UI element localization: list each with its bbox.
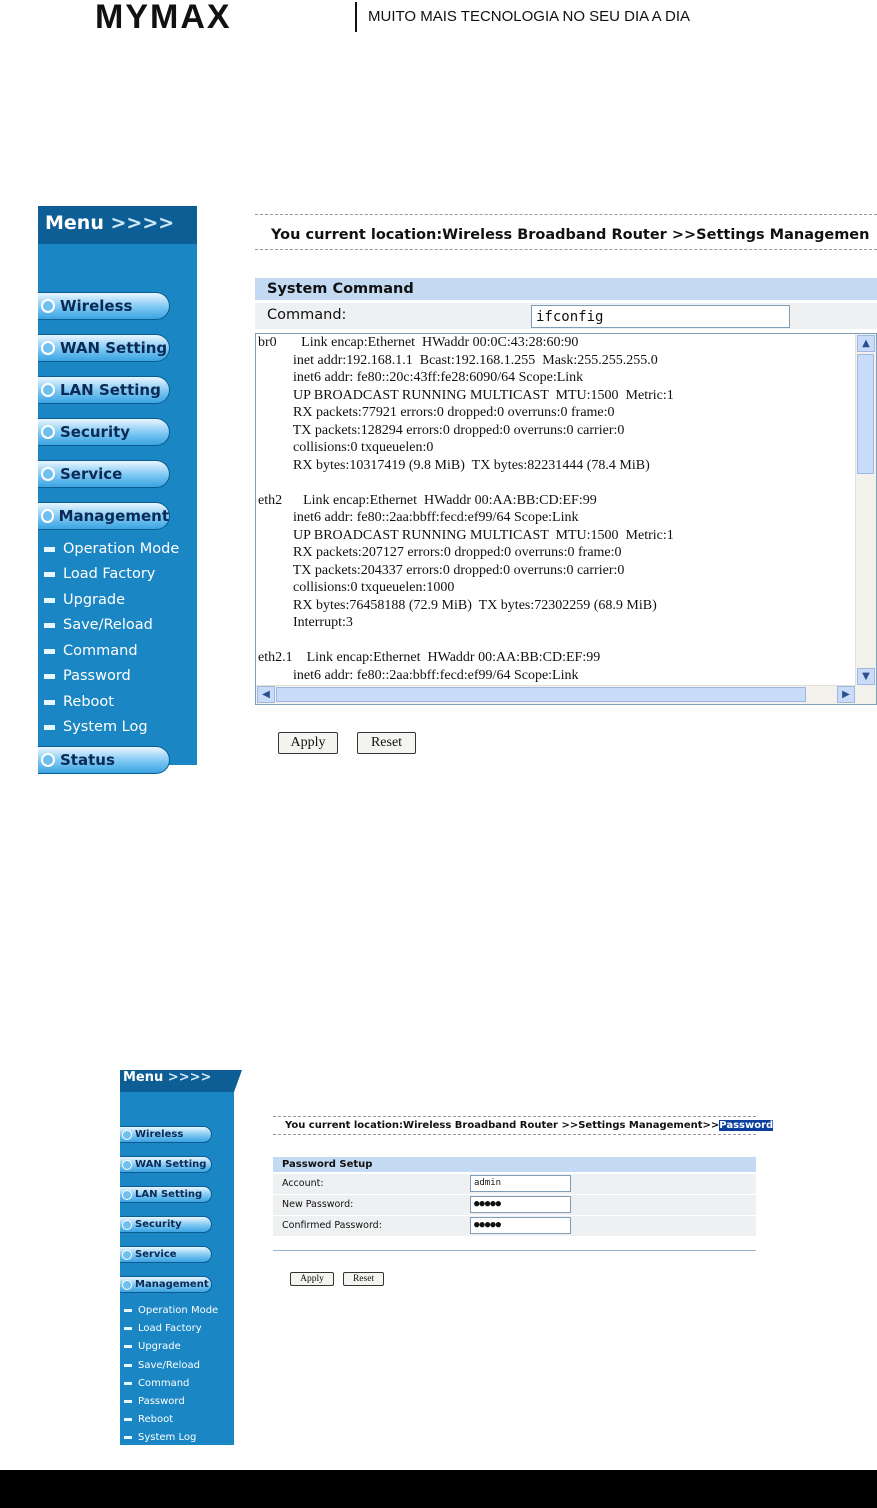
sidebar-item-service[interactable] [38, 460, 170, 488]
sidebar-subitem-label: Upgrade [138, 1340, 181, 1352]
sidebar-subitem-label: Save/Reload [138, 1359, 200, 1371]
menu-header [120, 1070, 234, 1092]
confirm-password-label: Confirmed Password: [282, 1220, 382, 1231]
section-title-password: Password Setup [273, 1157, 756, 1172]
sidebar-item-label: Management [135, 1279, 209, 1290]
sidebar-item-label: Management [58, 507, 169, 525]
divider [273, 1250, 756, 1251]
sidebar-subitem-command[interactable] [124, 1376, 189, 1390]
bullet-icon [124, 1382, 132, 1385]
account-label: Account: [282, 1178, 324, 1189]
sidebar-item-status[interactable] [38, 746, 170, 774]
scroll-up-icon[interactable]: ▲ [857, 335, 875, 352]
sidebar-subitem-label: Command [138, 1377, 190, 1389]
sidebar-item-wan-setting[interactable] [38, 334, 170, 362]
sidebar-subitem-upgrade[interactable] [124, 1339, 181, 1353]
reset-button-password[interactable]: Reset [343, 1272, 384, 1286]
circle-icon [122, 1280, 132, 1290]
sidebar-item-label: Security [60, 423, 131, 441]
menu-title: Menu [45, 212, 104, 234]
sidebar-subitem-label: Password [138, 1395, 185, 1407]
bullet-icon [124, 1309, 132, 1312]
sidebar-item-service[interactable] [120, 1246, 212, 1263]
sidebar-subitem-password[interactable] [124, 1394, 185, 1408]
confirm-password-input[interactable]: ●●●●● [470, 1217, 571, 1234]
sidebar-item-label: Security [135, 1219, 182, 1230]
menu-header [38, 206, 197, 244]
circle-icon [122, 1220, 132, 1230]
sidebar-item-wireless[interactable] [120, 1126, 212, 1143]
new-password-input[interactable]: ●●●●● [470, 1196, 571, 1213]
circle-icon [122, 1250, 132, 1260]
bullet-icon [44, 572, 55, 577]
sidebar-subitem-save-reload[interactable] [124, 1358, 200, 1372]
scroll-thumb-horizontal[interactable] [276, 687, 806, 702]
bullet-icon [44, 725, 55, 730]
sidebar-item-label: Service [135, 1249, 177, 1260]
sidebar-item-wireless[interactable] [38, 292, 170, 320]
circle-icon [122, 1130, 132, 1140]
bullet-icon [44, 674, 55, 679]
sidebar-subitem-label: System Log [63, 719, 148, 735]
command-input[interactable]: ifconfig [531, 305, 790, 328]
sidebar-subitem-label: Load Factory [63, 566, 156, 582]
menu-arrows-icon: >>>> [110, 212, 175, 234]
sidebar-item-label: LAN Setting [135, 1189, 203, 1200]
sidebar-item-management[interactable] [38, 502, 170, 530]
circle-icon [41, 467, 55, 481]
scroll-right-icon[interactable]: ▶ [837, 686, 855, 703]
bullet-icon [44, 598, 55, 603]
sidebar-subitem-system-log[interactable] [124, 1430, 196, 1444]
breadcrumb-current: Password [719, 1120, 774, 1131]
horizontal-scrollbar[interactable] [256, 685, 856, 704]
breadcrumb-password [273, 1116, 774, 1135]
sidebar-subitem-command[interactable] [44, 640, 138, 662]
sidebar-menu [38, 206, 197, 769]
apply-button-password[interactable]: Apply [290, 1272, 334, 1286]
circle-icon [41, 425, 55, 439]
circle-icon [41, 753, 55, 767]
sidebar-subitem-operation-mode[interactable] [124, 1303, 218, 1317]
new-password-label: New Password: [282, 1199, 354, 1210]
sidebar-subitem-label: Password [63, 668, 131, 684]
reset-button[interactable]: Reset [357, 732, 416, 754]
brand-logo: MYMAX [95, 0, 232, 36]
apply-button[interactable]: Apply [278, 732, 338, 754]
sidebar-item-label: Wireless [60, 297, 133, 315]
bullet-icon [124, 1364, 132, 1367]
sidebar-item-management[interactable] [120, 1276, 212, 1293]
sidebar-subitem-operation-mode[interactable] [44, 538, 179, 560]
sidebar-subitem-password[interactable] [44, 665, 131, 687]
command-output[interactable] [255, 333, 877, 705]
bullet-icon [124, 1327, 132, 1330]
account-input[interactable]: admin [470, 1175, 571, 1192]
bullet-icon [124, 1418, 132, 1421]
sidebar-item-security[interactable] [120, 1216, 212, 1233]
breadcrumb: You current location:Wireless Broadband Router >>Settings Managemen [255, 214, 877, 250]
sidebar-item-lan-setting[interactable] [120, 1186, 212, 1203]
bullet-icon [44, 649, 55, 654]
sidebar-subitem-label: Reboot [63, 694, 114, 710]
sidebar-menu-small [120, 1070, 234, 1445]
sidebar-subitem-label: Load Factory [138, 1322, 202, 1334]
scroll-left-icon[interactable]: ◀ [257, 686, 275, 703]
sidebar-subitem-label: System Log [138, 1431, 197, 1443]
sidebar-item-lan-setting[interactable] [38, 376, 170, 404]
scroll-thumb[interactable] [857, 354, 874, 474]
sidebar-subitem-label: Save/Reload [63, 617, 153, 633]
sidebar-item-wan-setting[interactable] [120, 1156, 212, 1173]
bullet-icon [124, 1436, 132, 1439]
sidebar-subitem-reboot[interactable] [124, 1412, 173, 1426]
footer-bar [0, 1470, 877, 1508]
sidebar-subitem-label: Operation Mode [138, 1304, 219, 1316]
sidebar-subitem-label: Reboot [138, 1413, 174, 1425]
vertical-scrollbar[interactable] [855, 334, 876, 686]
brand-tagline: MUITO MAIS TECNOLOGIA NO SEU DIA A DIA [368, 8, 691, 25]
scroll-corner [856, 686, 876, 704]
circle-icon [41, 383, 55, 397]
circle-icon [41, 299, 55, 313]
sidebar-subitem-reboot[interactable] [44, 691, 114, 713]
bullet-icon [44, 547, 55, 552]
logo-divider [355, 2, 357, 32]
sidebar-item-label: Wireless [135, 1129, 184, 1140]
sidebar-item-label: Service [60, 465, 123, 483]
circle-icon [122, 1190, 132, 1200]
sidebar-subitem-save-reload[interactable] [44, 614, 153, 636]
section-title: System Command [255, 278, 877, 300]
sidebar-subitem-label: Upgrade [63, 592, 125, 608]
bullet-icon [124, 1345, 132, 1348]
sidebar-subitem-upgrade[interactable] [44, 589, 125, 611]
menu-title: Menu [123, 1070, 164, 1085]
bullet-icon [44, 623, 55, 628]
sidebar-item-label: Status [60, 751, 115, 769]
sidebar-subitem-label: Operation Mode [63, 541, 180, 557]
circle-icon [41, 341, 55, 355]
menu-arrows-icon: >>>> [167, 1070, 212, 1085]
sidebar-item-label: WAN Setting [135, 1159, 207, 1170]
sidebar-subitem-label: Command [63, 643, 138, 659]
sidebar-subitem-system-log[interactable] [44, 716, 148, 738]
scroll-down-icon[interactable]: ▼ [857, 668, 875, 685]
command-output-text: br0 Link encap:Ethernet HWaddr 00:0C:43:28:60:90 inet addr:192.168.1.1 Bcast:192.168.1.255 Mask:255.255.255.0 inet6 addr: fe80::20c:43ff:fe28:6090/64 Scope:Link UP BROADCAST RUNNING MULTICAST MTU:1500 Metric:1 RX packets:77921 errors:0 dropped:0 overruns:0 frame:0 TX packets:128294 errors:0 dropped:0 overruns:0 carrier:0 collisions:0 txqueuelen:0 RX bytes:10317419 (9.8 MiB) TX bytes:82231444 (78.4 MiB) eth2 Link encap:Ethernet HWaddr 00:AA:BB:CD:EF:99 inet6 addr: fe80::2aa:bbff:fecd:ef99/64 Scope:Link UP BROADCAST RUNNING MULTICAST MTU:1500 Metric:1 RX packets:207127 errors:0 dropped:0 overruns:0 frame:0 TX packets:204337 errors:0 dropped:0 overruns:0 carrier:0 collisions:0 txqueuelen:1000 RX bytes:76458188 (72.9 MiB) TX bytes:72302259 (68.9 MiB) Interrupt:3 eth2.1 Link encap:Ethernet HWaddr 00:AA:BB:CD:EF:99 inet6 addr: fe80::2aa:bbff:fecd:ef99/64 Scope:Link [258, 335, 674, 683]
sidebar-item-label: LAN Setting [60, 381, 161, 399]
sidebar-item-label: WAN Setting [60, 339, 168, 357]
sidebar-subitem-load-factory[interactable] [124, 1321, 202, 1335]
command-label: Command: [267, 307, 347, 323]
circle-icon [122, 1160, 132, 1170]
breadcrumb-path: You current location:Wireless Broadband Router >>Settings Management>> [285, 1120, 720, 1131]
menu-header-corner [234, 1070, 242, 1092]
sidebar-item-security[interactable] [38, 418, 170, 446]
circle-icon [41, 509, 54, 523]
bullet-icon [124, 1400, 132, 1403]
bullet-icon [44, 700, 55, 705]
sidebar-subitem-load-factory[interactable] [44, 563, 155, 585]
